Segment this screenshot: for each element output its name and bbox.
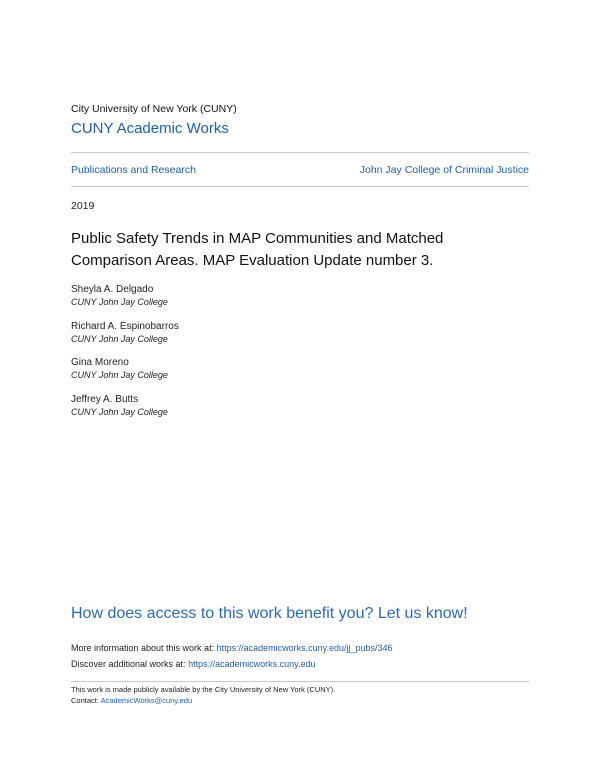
collection-link-college[interactable]: John Jay College of Criminal Justice — [359, 164, 529, 176]
author-name: Sheyla A. Delgado — [71, 284, 154, 295]
more-info-label: More information about this work at: — [71, 643, 215, 653]
author-affiliation: CUNY John Jay College — [71, 334, 168, 344]
author-name: Richard A. Espinobarros — [71, 321, 179, 332]
author-name: Jeffrey A. Butts — [71, 394, 139, 405]
discover-url-link[interactable]: https://academicworks.cuny.edu — [188, 659, 316, 669]
collections-divider — [71, 186, 529, 187]
author-entry — [71, 283, 168, 308]
contact-line — [71, 696, 192, 705]
publication-year: 2019 — [71, 200, 95, 212]
author-entry — [71, 320, 179, 345]
availability-notice: This work is made publicly available by the City University of New York (CUNY). — [71, 685, 336, 694]
author-entry — [71, 356, 168, 381]
contact-email-link[interactable]: AcademicWorks@cuny.edu — [100, 696, 193, 705]
author-name: Gina Moreno — [71, 357, 129, 368]
discover-line — [71, 659, 315, 669]
discover-label: Discover additional works at: — [71, 659, 186, 669]
document-title: Public Safety Trends in MAP Communities and Matched Comparison Areas. MAP Evaluation Update number 3. — [71, 230, 444, 269]
top-divider — [71, 152, 529, 153]
collection-link-publications[interactable]: Publications and Research — [71, 164, 196, 176]
author-affiliation: CUNY John Jay College — [71, 370, 168, 380]
author-entry — [71, 393, 168, 418]
footer-divider — [71, 681, 529, 682]
author-affiliation: CUNY John Jay College — [71, 407, 168, 417]
feedback-link[interactable]: How does access to this work benefit you? Let us know! — [71, 605, 468, 622]
work-url-link[interactable]: https://academicworks.cuny.edu/jj_pubs/346 — [216, 643, 393, 653]
institution-name: City University of New York (CUNY) — [71, 103, 237, 115]
more-info-line — [71, 643, 393, 653]
contact-label: Contact: — [71, 696, 99, 705]
repository-link[interactable]: CUNY Academic Works — [71, 120, 229, 137]
author-affiliation: CUNY John Jay College — [71, 297, 168, 307]
